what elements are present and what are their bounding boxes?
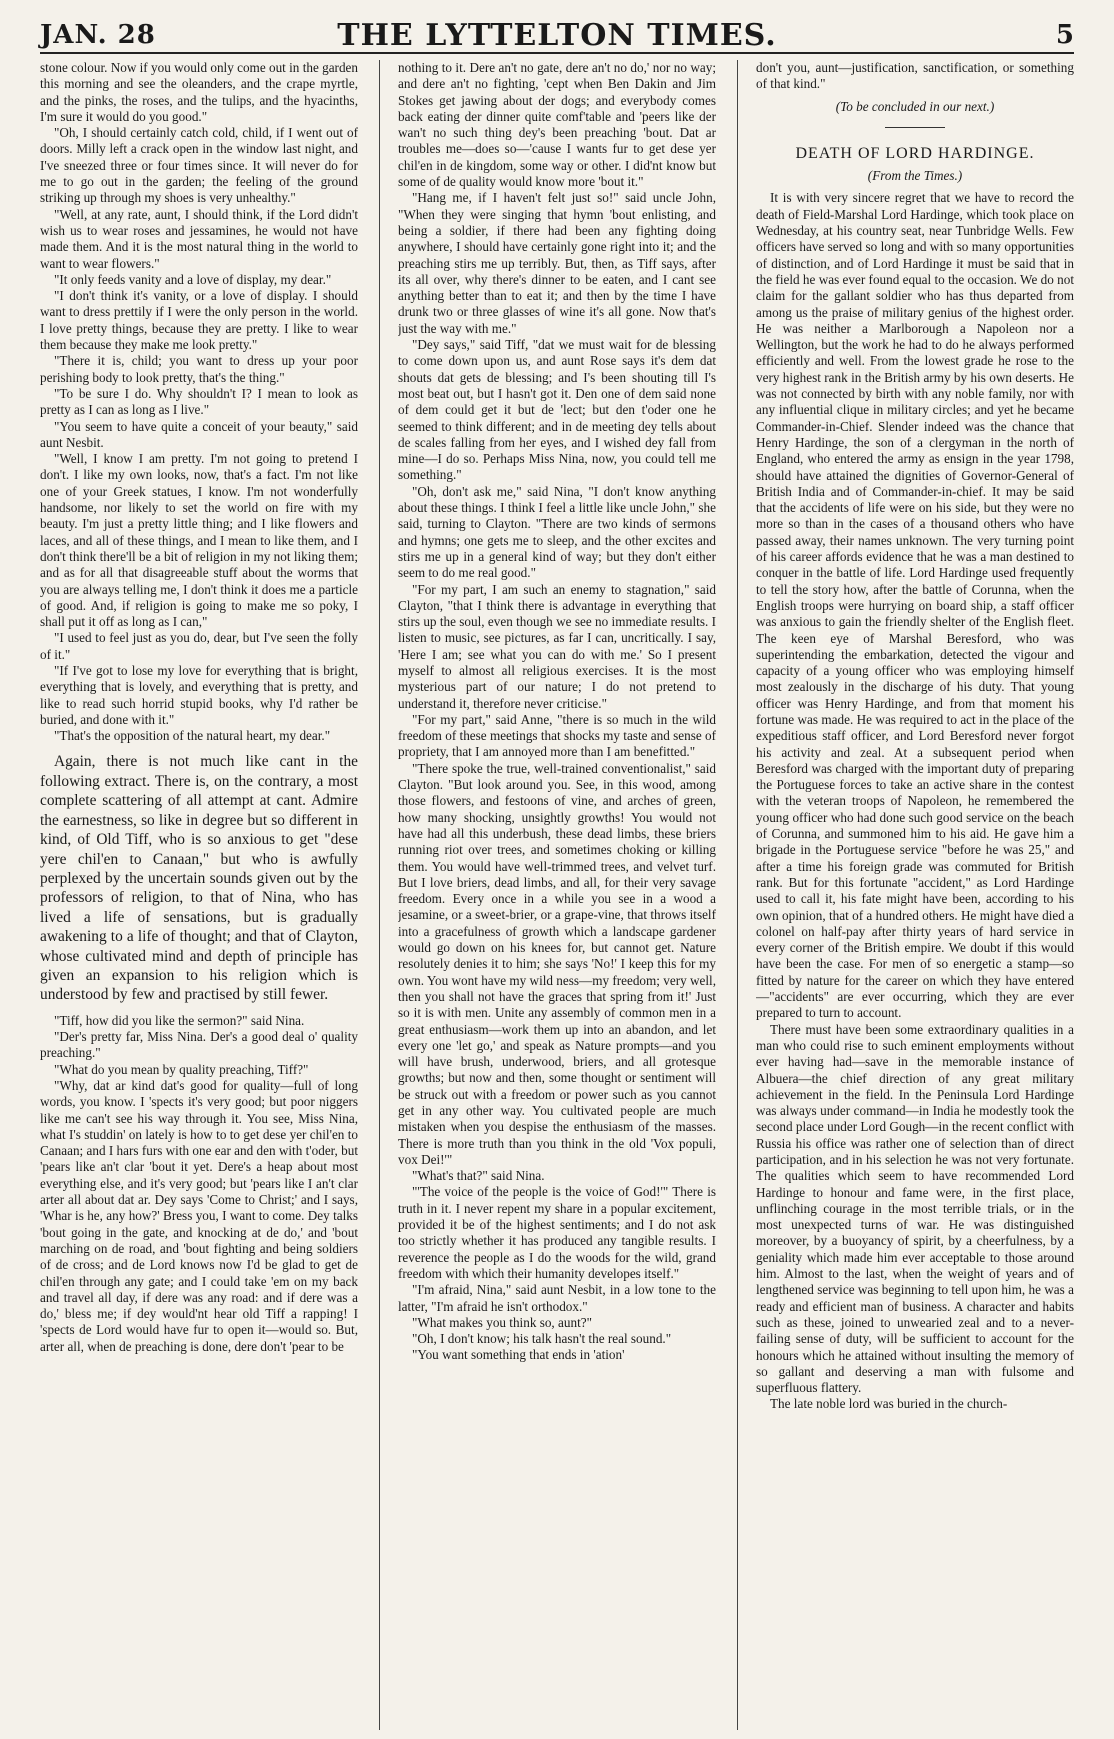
article-headline: DEATH OF LORD HARDINGE. bbox=[795, 144, 1035, 162]
paragraph: "I don't think it's vanity, or a love of display. I should want to dress prettily if I were the only person in the world. I love pretty things, because they are pretty. I like to wear them because they make me look pretty." bbox=[40, 288, 358, 353]
paragraph: "You seem to have quite a conceit of your beauty," said aunt Nesbit. bbox=[40, 418, 358, 450]
paragraph: "What makes you think so, aunt?" bbox=[412, 1314, 592, 1330]
paragraph: "It only feeds vanity and a love of display, my dear." bbox=[54, 271, 332, 287]
paragraph: It is with very sincere regret that we have to record the death of Field-Marshal Lord Hardinge, which took place on Wednesday, at his country seat, near Tunbridge Wells. Few officers have served so long and with so many opportunities of distinction, and of Lord Hardinge it must be said that in the field he was ever found equal to the occasion. We do not claim for the gallant soldier who has thus departed from among us the praise of military genius of the highest order. He was neither a Marlborough a Napoleon nor a Wellington, but the work he had to do he always performed efficiently and well. From the lowest grade he rose to the very highest rank in the British army by his own deserts. He was not connected by birth with any noble family, nor with any influential clique in military circles; and yet he became Commander-in-Chief. Slender indeed was the chance that Henry Hardinge, the son of a clergyman in the north of England, who entered the army as ensign in the year 1798, should have attained the dignities of Governor-General of British India and of Commander-in-chief. It may be said that the accidents of life were on his side, but they were no more so than in the cases of a thousand others who have passed away, their names unknown. The very turning point of his career affords evidence that he was a man destined to conquer in the battle of life. Lord Hardinge used frequently to tell the story how, after the battle of Corunna, when the English troops were hurrying on board ship, a staff officer was anxious to gain the friendly shelter of the English fleet. The keen eye of Marshal Beresford, who was superintending the embarkation, detected the vigour and capacity of a young officer who was employing himself most zealously in the discharge of his duty. That young officer was Henry Hardinge, and from that moment his fortune was made. He was required to act in the place of the expeditious staff officer, and Lord Beresford never forgot his activity and zeal. At a subsequent period when Beresford was charged with the important duty of preparing the Portuguese forces to take an active share in the contest with the veteran troops of Napoleon, he remembered the young officer who had done such good service on the beach of Corunna, and summoned him to his aid. He gave him a brigade in the Portuguese service "before he was 25," and after a time his foreign grade was commuted for British rank. But for this fortunate "accident," as Lord Hardinge used to call it, his fate might have been, according to his own opinion, that of a hundred others. He might have died a colonel on half-pay after thirty years of hard service in every corner of the British empire. We doubt if this would have been the case. For men of so energetic a stamp—so fitted by nature for the career on which they have entered—"accidents" are ever occurring, which they are ever prepared to turn to account. bbox=[756, 190, 1074, 1021]
separator-rule bbox=[885, 127, 945, 128]
paragraph: nothing to it. Dere an't no gate, dere an't no do,' nor no way; and dere an't no fighting, 'cept when Ben Dakin and Jim Stokes get jawing about der dogs; and everybody comes back eating der dinner quite comf'table and 'peers like der wan't no such thing dey's been preaching 'bout. Dat ar troubles me—does so—'cause I wants fur to get dese yer chil'en in de kingdom, some way or other. I did'nt know but some of de quality would know more 'bout it." bbox=[398, 60, 716, 190]
paragraph: "Oh, I don't know; his talk hasn't the real sound." bbox=[412, 1331, 672, 1347]
paragraph: "If I've got to lose my love for everything that is bright, everything that is lovely, and everything that is pretty, and like to read such horrid stupid books, why I'd rather be buried, and done with it." bbox=[40, 662, 358, 727]
paragraph: "I used to feel just as you do, dear, but I've seen the folly of it." bbox=[40, 630, 358, 662]
paragraph: "To be sure I do. Why shouldn't I? I mean to look as pretty as I can as long as I live." bbox=[40, 385, 358, 418]
column-2 bbox=[398, 60, 716, 1730]
paragraph: "What's that?" said Nina. bbox=[412, 1168, 545, 1184]
paragraph: "Der's pretty far, Miss Nina. Der's a good deal o' quality preaching." bbox=[40, 1029, 358, 1061]
paragraph: The late noble lord was buried in the church- bbox=[770, 1396, 1008, 1412]
column-rule bbox=[379, 60, 380, 1730]
paragraph: "That's the opposition of the natural heart, my dear." bbox=[54, 728, 331, 744]
paragraph: "Dey says," said Tiff, "dat we must wait for de blessing to come down upon us, and aunt Rose says it's dem dat shouts dat gets de blessing; and I's been shouting till I's most beat out, but I hasn't got it. Den one of dem said none of dem could get it but de 'lect; but den t'oder one he seemed to think different; and in de meeting dey tells about de scales falling from her eyes, and I wished dey fall from mine—I do so. Perhaps Miss Nina, now, you could tell me something." bbox=[398, 337, 716, 483]
column-3 bbox=[756, 60, 1074, 1730]
editorial-paragraph: Again, there is not much like cant in the following extract. There is, on the contrary, a most complete scattering of all attempt at cant. Admire the earnestness, so like in degree but so different in kind, of Old Tiff, who is so anxious to get "dese yere chil'en to Canaan," but who is awfully perplexed by the uncertain sounds given out by the professors of religion, to that of Nina, who has lived a life of sensations, but is gradually awakening to a life of thought; and that of Clayton, whose cultivated mind and depth of principle has given an expansion to his religion which is understood by few and practised by still fewer. bbox=[40, 753, 358, 1004]
newspaper-title: THE LYTTELTON TIMES. bbox=[337, 18, 777, 53]
paragraph: "Tiff, how did you like the sermon?" said Nina. bbox=[54, 1012, 305, 1028]
masthead bbox=[40, 8, 1074, 54]
paragraph: "There it is, child; you want to dress up your poor perishing body to look pretty, that's the thing." bbox=[40, 353, 358, 385]
paragraph: "For my part," said Anne, "there is so much in the wild freedom of these meetings that shocks my taste and sense of propriety, that I am annoyed more than I am benefitted." bbox=[398, 711, 716, 760]
paragraph: stone colour. Now if you would only come out in the garden this morning and see the oleanders, and the crape myrtle, and the pinks, the roses, and the tulips, and the hyacinths, I'm sure it would do you good." bbox=[40, 60, 358, 124]
paragraph: "What do you mean by quality preaching, Tiff?" bbox=[54, 1061, 309, 1077]
paragraph: "Oh, I should certainly catch cold, child, if I went out of doors. Milly left a crack open in the window last night, and I've sneezed three or four times since. It will never do for me to go out in the garden; the feeling of the ground striking up through my shoes is very unhealthy." bbox=[40, 125, 358, 206]
paragraph: "'The voice of the people is the voice of God!'" There is truth in it. I never repent my share in a popular excitement, provided it be of the highest sentiments; and I do not ask too strictly whether it has produced any tangible results. I reverence the people as I do the woods for the wild, grand freedom with which their humanity developes itself." bbox=[398, 1184, 716, 1281]
column-1 bbox=[40, 60, 358, 1730]
issue-date: JAN. 28 bbox=[40, 20, 156, 50]
paragraph: "I'm afraid, Nina," said aunt Nesbit, in a low tone to the latter, "I'm afraid he isn't orthodox." bbox=[398, 1282, 716, 1314]
paragraph: "You want something that ends in 'ation' bbox=[412, 1347, 625, 1363]
continued-note: (To be concluded in our next.) bbox=[835, 98, 995, 114]
article-source: (From the Times.) bbox=[867, 168, 963, 184]
paragraph: "Well, at any rate, aunt, I should think, if the Lord didn't wish us to wear roses and jessamines, he would not have made them. And it is the most natural thing in the world to want to wear flowers." bbox=[40, 206, 358, 271]
paragraph: There must have been some extraordinary qualities in a man who could rise to such eminent employments without ever having had—save in the memorable instance of Albuera—the chief direction of any great military achievement in the field. In the Peninsula Lord Hardinge was always under command—in India he modestly took the second place under Lord Gough—in the recent conflict with Russia his office was rather one of selection than of direct participation, and in his selection he was not very fortunate. The qualities which seem to have recommended Lord Hardinge to honour and fame were, in the first place, unflinching courage in the most terrible trials, or in the most unexpected turns of war. He was distinguished moreover, by a buoyancy of spirit, by a cheerfulness, by a geniality which made him ever acceptable to those around him. Almost to the last, when the weight of years and of lengthened service was beginning to tell upon him, he was a ready and efficient man of business. A character and habits such as these, joined to unwearied zeal and to a never-failing sense of duty, will be sufficient to account for the honours which he attained without insulting the memory of so gallant and deserving a man with fulsome and superfluous flattery. bbox=[756, 1021, 1074, 1396]
paragraph: "For my part, I am such an enemy to stagnation," said Clayton, "that I think there is advantage in everything that stirs up the soul, even though we see no immediate results. I listen to music, see pictures, as far I can, uncritically. I say, 'Here I am; see what you can do with me.' So I present myself to almost all religious exercises. It is the most mysterious part of our nature; I do not pretend to understand it, therefore never criticise." bbox=[398, 581, 716, 711]
page-number: 5 bbox=[1055, 20, 1074, 50]
columns bbox=[40, 60, 1074, 1730]
paragraph: "Well, I know I am pretty. I'm not going to pretend I don't. I like my own looks, now, that's a fact. I'm not like one of your Greek statues, I know. I'm not wonderfully handsome, nor likely to set the world on fire with my beauty. I'm just a pretty little thing; and I like flowers and laces, and all of these things, and I mean to like them, and I don't think there'll be a bit of religion in my not liking them; and as for all that disagreeable stuff about the worms that you are always telling me, I don't think it does me a particle of good. And, if religion is going to make me so poky, I shall put it off as long as I can," bbox=[40, 451, 358, 630]
paragraph: "Oh, don't ask me," said Nina, "I don't know anything about these things. I think I feel a little like uncle John," she said, turning to Clayton. "There are two kinds of sermons and hymns; one gets me to sleep, and the other excites and stirs me up in a general kind of way; but they don't either seem to do me real good." bbox=[398, 483, 716, 581]
paragraph: "There spoke the true, well-trained conventionalist," said Clayton. "But look around you. See, in this wood, among those flowers, and festoons of vine, and arches of green, how many shocking, unsightly growths! You would not have had all this underbush, these dead limbs, these briers running riot over trees, and sometimes choking or killing them. You would have well-trimmed trees, and velvet turf. But I love briers, dead limbs, and all, for their very savage freedom. Every once in a while you see in a wood a jesamine, or a sweet-brier, or a grape-vine, that throws itself into a gracefulness of growth which a landscape gardener would go down on his knees for, but cannot get. Nature resolutely denies it to him; she says 'No!' I keep this for my own. You wont have my wild ness—my freedom; very well, then you shall not have the graces that spring from it!' Just so it is with men. Unite any assembly of common men in a great enthusiasm—work them up into an abandon, and let every one 'let go,' and speak as Nature prompts—and you will have brush, underwood, briers, and all grotesque growths; but now and then, some thought or sentiment will be struck out with a freedom or power such as you cannot get in any other way. You cultivated people are much mistaken when you despise the enthusiasm of the masses. There is more truth than you think in the old 'Vox populi, vox Dei!'" bbox=[398, 760, 716, 1167]
paragraph: "Hang me, if I haven't felt just so!" said uncle John, "When they were singing that hymn 'bout enlisting, and being a soldier, if there had been any fighting doing anywhere, I should have certainly gone right into it; and the preaching stirs me up terribly. But, then, as Tiff says, after its all over, why there's dinner to be eaten, and I cant see anything better than to eat it; and then by the time I have drunk two or three glasses of wine it's all gone. Now that's just the way with me." bbox=[398, 190, 716, 336]
paragraph: "Why, dat ar kind dat's good for quality—full of long words, you know. I 'spects it's very good; but poor niggers like me can't see his way through it. You see, Miss Nina, what I's studdin' on lately is how to to get dese yer chil'en to Canaan; and I hars furs with one ear and den with t'oder, but 'pears like an't clar 'bout it yet. Dere's a heap about most everything else, and it's very good; but 'pears like I an't clar arter all about dat ar. Dey says 'Come to Christ;' and I says, 'Whar is he, any how?' Bress you, I want to come. Dey talks 'bout going in the gate, and knocking at de do,' and 'bout marching on de road, and 'bout fighting and being soldiers of de cross; and de Lord knows now I'd be glad to get de chil'en through any gate; and I could take 'em on my back and travel all day, if dere was any road: and if dere was a do,' bless me; if dey would'nt hear old Tiff a rapping! I 'spects de Lord would have fur to open it—would so. But, arter all, when de preaching is done, dere don't 'pear to be bbox=[40, 1077, 358, 1354]
column-rule bbox=[737, 60, 738, 1730]
paragraph: don't you, aunt—justification, sanctification, or something of that kind." bbox=[756, 60, 1074, 92]
